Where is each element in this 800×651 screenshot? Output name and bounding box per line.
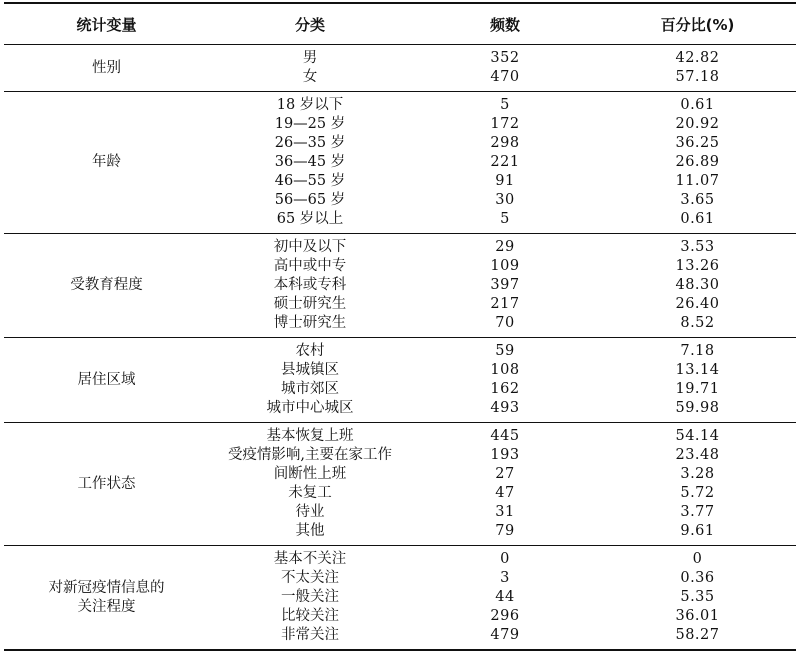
table-row <box>4 92 796 116</box>
category-cell: 农村 <box>295 343 325 359</box>
percentage-cell: 5.35 <box>680 589 715 605</box>
table-row <box>4 546 796 570</box>
percentage-cell: 13.14 <box>675 362 720 378</box>
frequency-cell: 59 <box>495 343 515 359</box>
frequency-cell: 3 <box>500 570 510 586</box>
frequency-cell: 5 <box>500 97 510 113</box>
category-cell: 比较关注 <box>281 608 339 624</box>
percentage-cell: 36.25 <box>675 135 720 151</box>
category-cell: 其他 <box>209 522 411 546</box>
frequency-cell: 91 <box>495 173 515 189</box>
frequency-cell: 221 <box>490 154 520 170</box>
category-cell: 非常关注 <box>209 626 411 650</box>
category-cell: 男 <box>302 50 318 66</box>
percentage-cell: 26.89 <box>675 154 720 170</box>
percentage-cell: 0.61 <box>680 97 715 113</box>
percentage-cell: 59.98 <box>599 399 796 423</box>
percentage-cell: 42.82 <box>675 50 720 66</box>
category-cell: 56—65 岁 <box>274 192 346 208</box>
category-cell: 26—35 岁 <box>274 135 346 151</box>
frequency-cell: 493 <box>411 399 599 423</box>
frequency-cell: 296 <box>490 608 520 624</box>
category-cell: 间断性上班 <box>273 466 347 482</box>
percentage-cell: 19.71 <box>675 381 720 397</box>
percentage-cell: 3.77 <box>680 504 715 520</box>
category-cell: 不太关注 <box>281 570 339 586</box>
category-cell: 硕士研究生 <box>273 296 347 312</box>
percentage-cell: 9.61 <box>599 522 796 546</box>
variable-cell: 居住区域 <box>4 338 209 423</box>
variable-cell: 性别 <box>4 45 209 92</box>
table-row <box>4 234 796 258</box>
category-cell: 受疫情影响,主要在家工作 <box>227 447 393 463</box>
frequency-cell: 30 <box>495 192 515 208</box>
percentage-cell: 54.14 <box>675 428 720 444</box>
percentage-cell: 23.48 <box>675 447 720 463</box>
percentage-cell: 0.36 <box>680 570 715 586</box>
category-cell: 基本恢复上班 <box>266 428 354 444</box>
category-cell: 本科或专科 <box>273 277 347 293</box>
category-cell: 65 岁以上 <box>209 210 411 234</box>
category-cell: 36—45 岁 <box>274 154 346 170</box>
percentage-cell: 7.18 <box>680 343 715 359</box>
table-row <box>4 423 796 447</box>
frequency-cell: 5 <box>411 210 599 234</box>
frequency-cell: 445 <box>490 428 520 444</box>
variable-cell: 对新冠疫情信息的 关注程度 <box>4 546 209 651</box>
frequency-cell: 298 <box>490 135 520 151</box>
frequency-cell: 162 <box>490 381 520 397</box>
percentage-cell: 3.65 <box>680 192 715 208</box>
variable-cell: 工作状态 <box>4 423 209 546</box>
percentage-cell: 58.27 <box>599 626 796 650</box>
table-body <box>4 45 796 651</box>
frequency-cell: 27 <box>495 466 515 482</box>
table-row <box>4 45 796 69</box>
percentage-cell: 3.53 <box>680 239 715 255</box>
frequency-cell: 0 <box>500 551 510 567</box>
category-cell: 18 岁以下 <box>276 97 344 113</box>
frequency-cell: 217 <box>490 296 520 312</box>
frequency-cell: 479 <box>411 626 599 650</box>
percentage-cell: 20.92 <box>675 116 720 132</box>
header-category: 分类 <box>209 3 411 45</box>
category-cell: 19—25 岁 <box>274 116 346 132</box>
percentage-cell: 8.52 <box>599 314 796 338</box>
category-cell: 博士研究生 <box>209 314 411 338</box>
category-cell: 待业 <box>295 504 325 520</box>
frequency-cell: 29 <box>495 239 515 255</box>
percentage-cell: 0.61 <box>599 210 796 234</box>
frequency-cell: 108 <box>490 362 520 378</box>
category-cell: 基本不关注 <box>273 551 347 567</box>
category-cell: 高中或中专 <box>273 258 347 274</box>
category-cell: 女 <box>209 68 411 92</box>
frequency-cell: 109 <box>490 258 520 274</box>
percentage-cell: 11.07 <box>675 173 720 189</box>
category-cell: 初中及以下 <box>273 239 347 255</box>
percentage-cell: 0 <box>692 551 703 567</box>
frequency-cell: 193 <box>490 447 520 463</box>
frequency-cell: 79 <box>411 522 599 546</box>
category-cell: 46—55 岁 <box>274 173 346 189</box>
frequency-cell: 352 <box>490 50 520 66</box>
frequency-cell: 172 <box>490 116 520 132</box>
frequency-cell: 397 <box>490 277 520 293</box>
percentage-cell: 5.72 <box>680 485 715 501</box>
percentage-cell: 13.26 <box>675 258 720 274</box>
category-cell: 城市郊区 <box>281 381 339 397</box>
header-row <box>4 3 796 45</box>
frequency-cell: 470 <box>411 68 599 92</box>
percentage-cell: 3.28 <box>680 466 715 482</box>
percentage-cell: 57.18 <box>599 68 796 92</box>
variable-cell: 受教育程度 <box>4 234 209 338</box>
frequency-cell: 44 <box>495 589 515 605</box>
header-frequency: 频数 <box>411 3 599 45</box>
frequency-cell: 31 <box>495 504 515 520</box>
percentage-cell: 48.30 <box>675 277 720 293</box>
frequency-cell: 70 <box>411 314 599 338</box>
header-percentage: 百分比(%) <box>599 3 796 45</box>
table-row <box>4 338 796 362</box>
percentage-cell: 36.01 <box>675 608 720 624</box>
category-cell: 县城镇区 <box>281 362 339 378</box>
percentage-cell: 26.40 <box>675 296 720 312</box>
header-variable: 统计变量 <box>4 3 209 45</box>
category-cell: 未复工 <box>288 485 332 501</box>
category-cell: 城市中心城区 <box>209 399 411 423</box>
variable-cell: 年龄 <box>4 92 209 234</box>
statistics-table <box>4 2 796 651</box>
category-cell: 一般关注 <box>281 589 339 605</box>
frequency-cell: 47 <box>495 485 515 501</box>
